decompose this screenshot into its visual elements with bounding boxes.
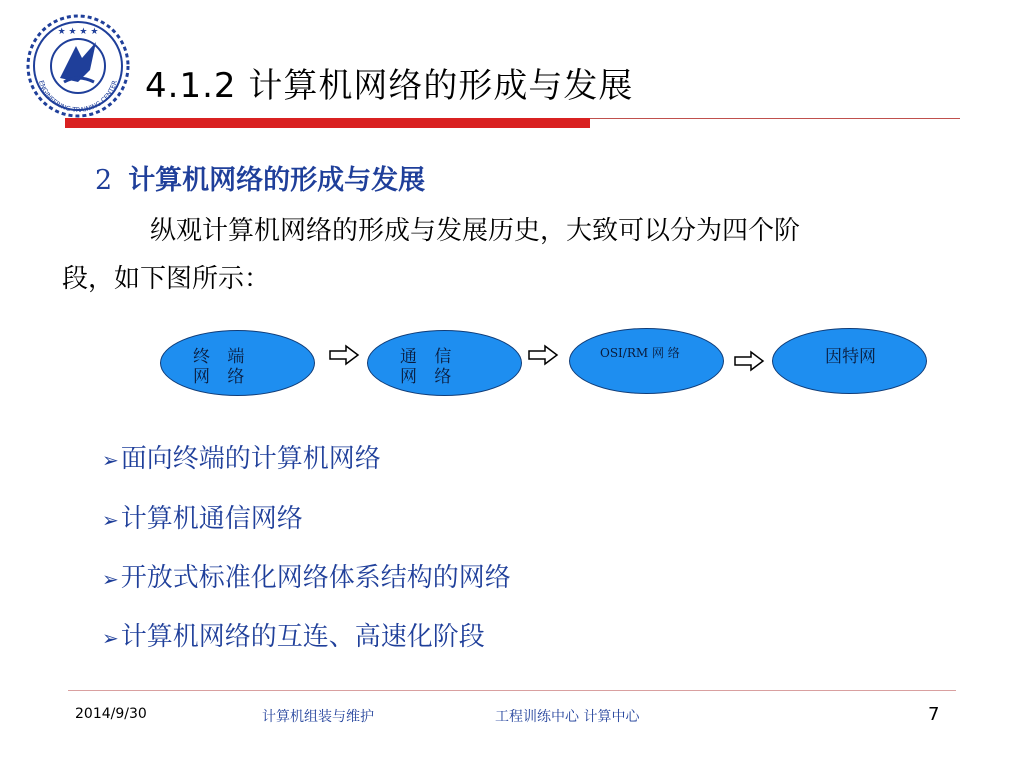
bullet-item [102,616,485,653]
stage-label: 终 端 网 络 [193,347,251,387]
slide-title: 4.1.2 计算机网络的形成与发展 [145,66,634,106]
page-number: 7 [928,704,940,725]
arrow-bullet-icon: ➢ [102,626,119,650]
logo-ring-text: ENGINEERING TRAINING CENTER [37,79,119,115]
stage-internet [772,328,927,394]
bullet-item [102,498,303,535]
stage-label: 因特网 [825,347,876,367]
stage-osi-network [569,328,724,394]
bullet-item [102,557,511,594]
bullet-text: 计算机通信网络 [120,504,303,534]
training-center-logo [24,12,132,120]
bullet-text: 计算机网络的互连、高速化阶段 [120,622,485,652]
section-heading [95,158,425,197]
bullet-item [102,438,381,475]
bullet-text: 面向终端的计算机网络 [120,444,381,474]
stage-label: 通 信 网 络 [400,347,458,387]
arrow-right-icon [733,350,765,372]
intro-text-line-2: 段，如下图所示： [62,264,271,294]
arrow-right-icon [328,344,360,366]
stage-communication-network [367,330,522,396]
arrow-bullet-icon: ➢ [102,508,119,532]
stage-label: OSI/RM 网 络 [600,346,680,360]
footer-course: 计算机组装与维护 [262,709,374,725]
footer-date: 2014/9/30 [75,706,147,722]
arrow-bullet-icon: ➢ [102,567,119,591]
section-number: 2 [95,165,113,196]
stage-terminal-network [160,330,315,396]
arrow-right-icon [527,344,559,366]
footer-department: 工程训练中心 计算中心 [495,709,640,725]
title-accent-bar [65,118,590,128]
svg-text:★ ★ ★ ★: ★ ★ ★ ★ [57,27,99,37]
arrow-bullet-icon: ➢ [102,448,119,472]
footer-rule [68,690,956,691]
intro-text-line-1: 纵观计算机网络的形成与发展历史，大致可以分为四个阶 [150,216,801,246]
section-title: 计算机网络的形成与发展 [128,165,426,196]
bullet-text: 开放式标准化网络体系结构的网络 [120,563,511,593]
